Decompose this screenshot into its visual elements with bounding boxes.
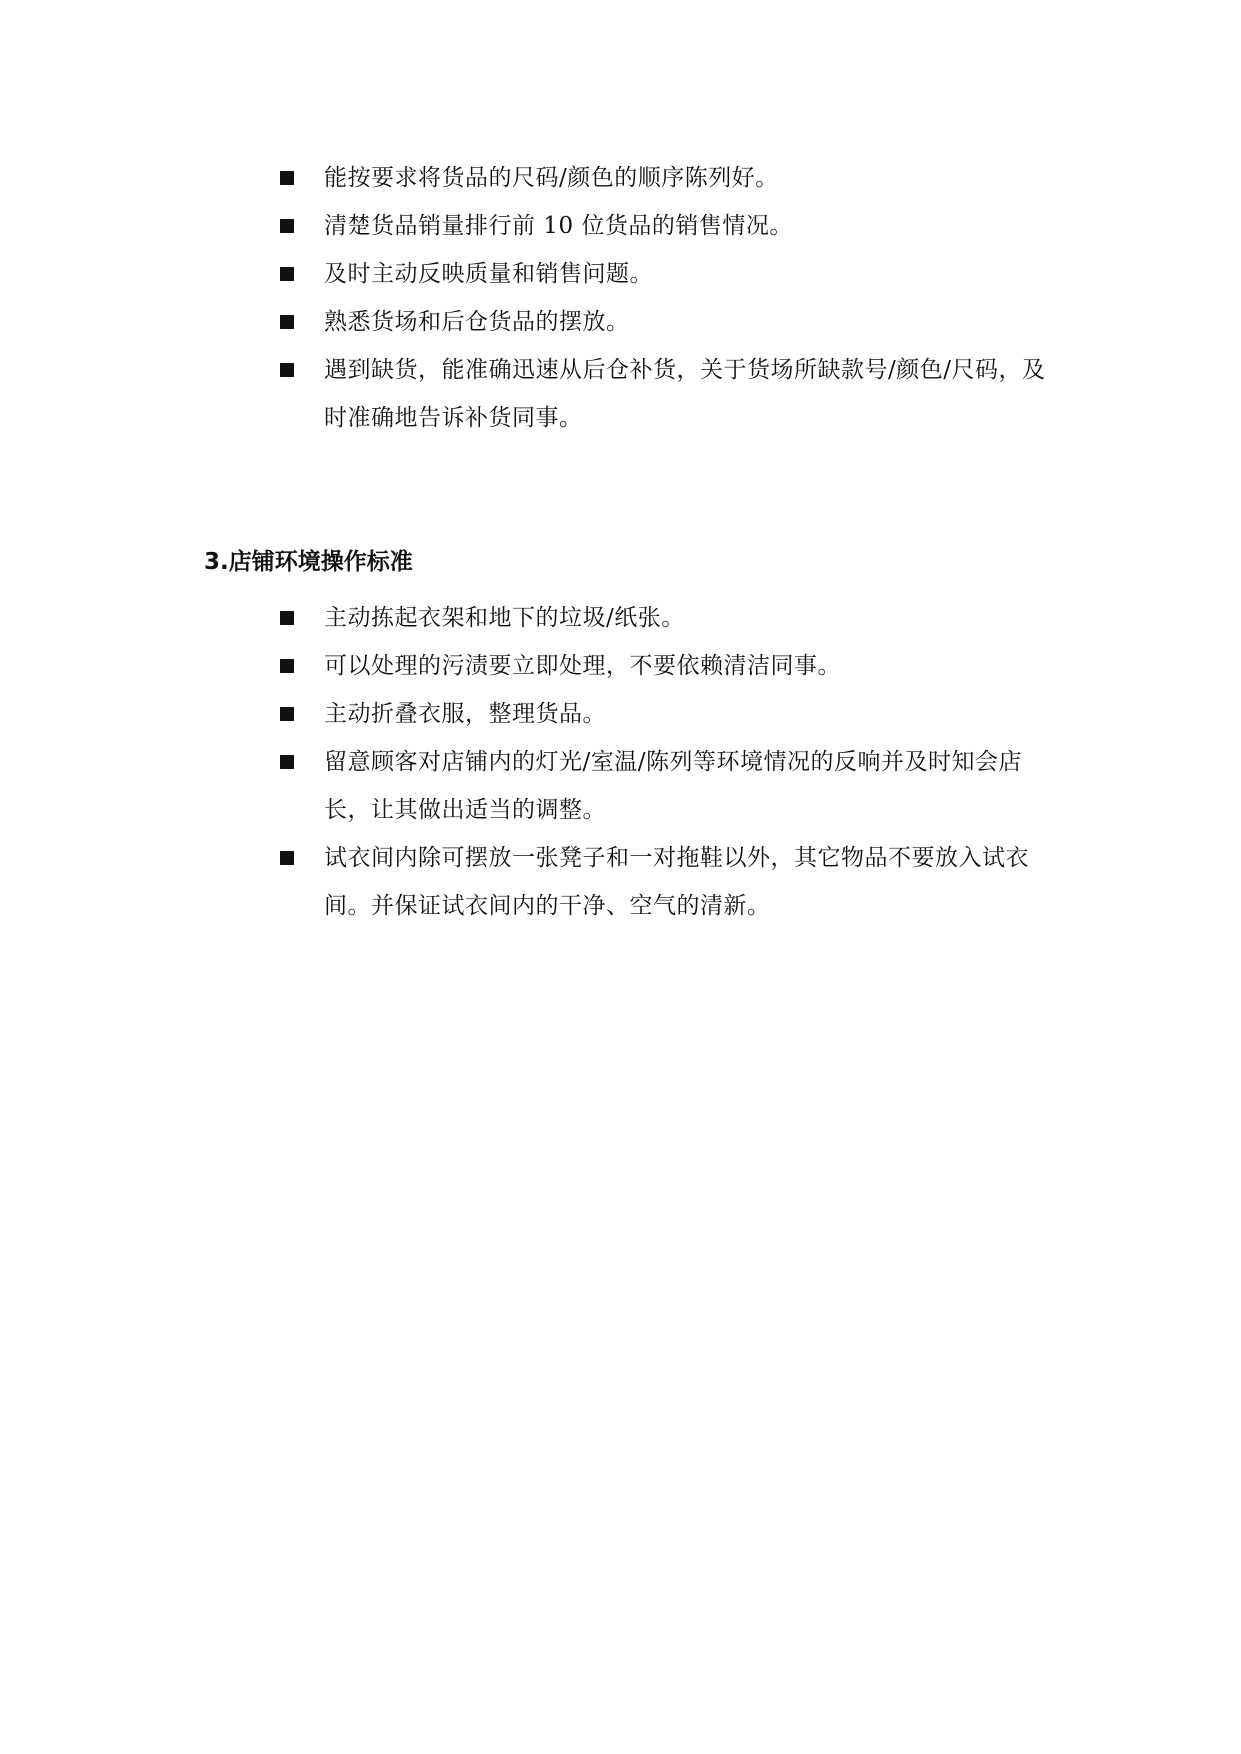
list-item-text: 清楚货品销量排行前 10 位货品的销售情况。 (324, 213, 793, 239)
list-item-text: 主动拣起衣架和地下的垃圾/纸张。 (324, 605, 685, 631)
bullet-list-top (280, 154, 1060, 442)
list-item-text: 熟悉货场和后仓货品的摆放。 (324, 309, 630, 335)
list-item (280, 298, 1060, 346)
list-item (280, 250, 1060, 298)
section-heading: 3.店铺环境操作标准 (204, 549, 413, 575)
bullet-list-section3 (280, 594, 1060, 930)
list-item-text: 遇到缺货，能准确迅速从后仓补货，关于货场所缺款号/颜色/尺码，及时准确地告诉补货同事。 (324, 357, 1046, 431)
list-item-text: 能按要求将货品的尺码/颜色的顺序陈列好。 (324, 165, 779, 191)
list-item-text: 及时主动反映质量和销售问题。 (324, 261, 653, 287)
square-bullet-icon (280, 611, 294, 625)
list-item (280, 738, 1060, 834)
list-item-text: 留意顾客对店铺内的灯光/室温/陈列等环境情况的反响并及时知会店长，让其做出适当的调整。 (324, 749, 1022, 823)
square-bullet-icon (280, 219, 294, 233)
list-item-text: 试衣间内除可摆放一张凳子和一对拖鞋以外，其它物品不要放入试衣间。并保证试衣间内的干净、空气的清新。 (324, 845, 1029, 919)
list-item (280, 202, 1060, 250)
list-item (280, 642, 1060, 690)
square-bullet-icon (280, 707, 294, 721)
list-item (280, 594, 1060, 642)
list-item (280, 154, 1060, 202)
square-bullet-icon (280, 363, 294, 377)
list-item (280, 690, 1060, 738)
square-bullet-icon (280, 851, 294, 865)
list-item-text: 主动折叠衣服，整理货品。 (324, 701, 606, 727)
list-item-text: 可以处理的污渍要立即处理，不要依赖清洁同事。 (324, 653, 841, 679)
square-bullet-icon (280, 755, 294, 769)
list-item (280, 834, 1060, 930)
square-bullet-icon (280, 171, 294, 185)
square-bullet-icon (280, 315, 294, 329)
list-item (280, 346, 1060, 442)
square-bullet-icon (280, 659, 294, 673)
square-bullet-icon (280, 267, 294, 281)
